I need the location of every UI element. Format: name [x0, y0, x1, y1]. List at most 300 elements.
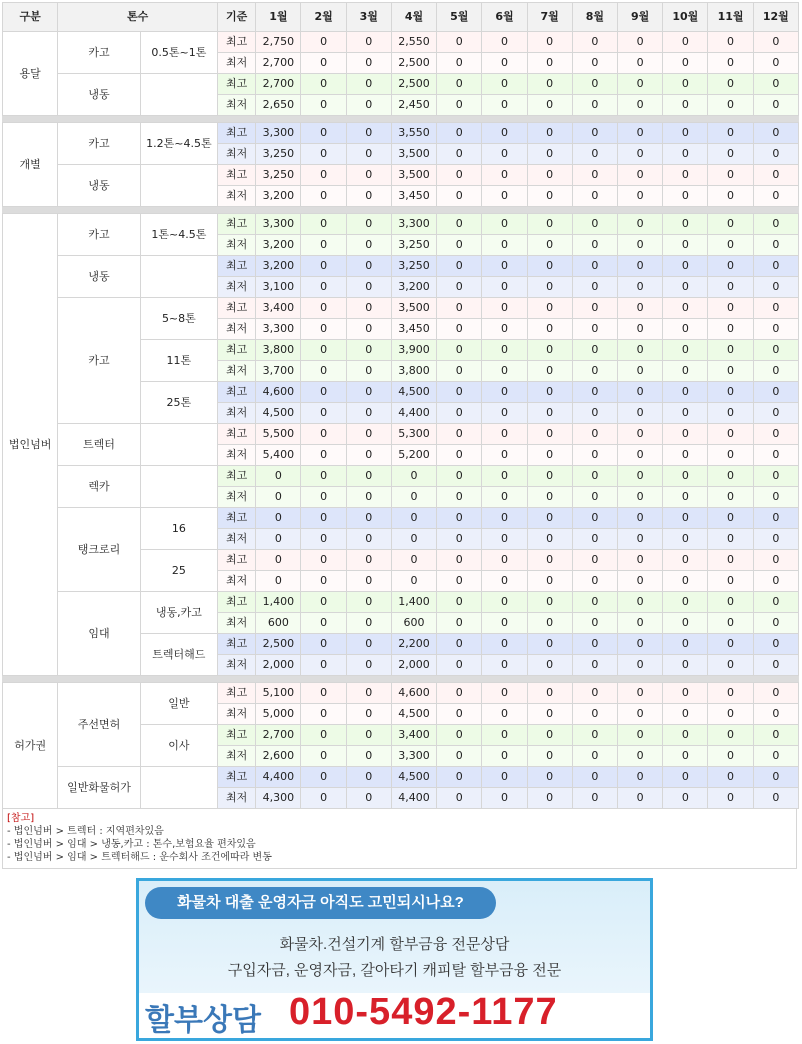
basis-min: 최저 — [218, 571, 256, 592]
price-cell: 0 — [618, 382, 663, 403]
price-cell: 0 — [708, 319, 753, 340]
price-cell: 0 — [482, 746, 527, 767]
basis-max: 최고 — [218, 550, 256, 571]
price-cell: 0 — [663, 704, 708, 725]
price-cell: 0 — [437, 235, 482, 256]
price-cell: 0 — [708, 487, 753, 508]
price-cell: 0 — [753, 74, 798, 95]
price-cell: 0 — [346, 235, 391, 256]
price-cell: 0 — [527, 382, 572, 403]
price-cell: 0 — [301, 403, 346, 424]
price-cell: 0 — [301, 186, 346, 207]
price-cell: 0 — [527, 256, 572, 277]
price-cell: 0 — [527, 592, 572, 613]
note-line: - 법인넘버 > 임대 > 냉동,카고 : 톤수,보험요율 편차있음 — [7, 839, 256, 850]
price-cell: 0 — [527, 403, 572, 424]
basis-max: 최고 — [218, 424, 256, 445]
basis-max: 최고 — [218, 165, 256, 186]
price-cell: 0 — [437, 683, 482, 704]
tonnage-value — [140, 256, 217, 298]
price-cell: 3,700 — [256, 361, 301, 382]
tonnage-value: 냉동,카고 — [140, 592, 217, 634]
price-cell: 0 — [708, 655, 753, 676]
price-cell: 0 — [708, 340, 753, 361]
ad-banner[interactable] — [136, 878, 653, 1041]
price-cell: 0 — [663, 74, 708, 95]
vehicle-type: 카고 — [58, 298, 140, 424]
price-cell: 0 — [346, 529, 391, 550]
price-cell: 0 — [301, 319, 346, 340]
price-cell: 0 — [753, 403, 798, 424]
price-cell: 0 — [708, 571, 753, 592]
price-cell: 0 — [256, 487, 301, 508]
price-cell: 0 — [527, 214, 572, 235]
price-cell: 0 — [708, 767, 753, 788]
price-cell: 0 — [482, 487, 527, 508]
price-cell: 0 — [346, 403, 391, 424]
price-cell: 5,300 — [391, 424, 436, 445]
price-cell: 0 — [572, 466, 617, 487]
price-cell: 0 — [708, 424, 753, 445]
tonnage-value: 1톤~4.5톤 — [140, 214, 217, 256]
price-cell: 0 — [346, 256, 391, 277]
price-cell: 0 — [753, 529, 798, 550]
table-row — [3, 214, 799, 235]
price-cell: 0 — [301, 298, 346, 319]
basis-min: 최저 — [218, 529, 256, 550]
price-cell: 0 — [527, 95, 572, 116]
table-row — [3, 256, 799, 277]
price-cell: 1,400 — [391, 592, 436, 613]
price-cell: 0 — [256, 529, 301, 550]
price-cell: 0 — [572, 361, 617, 382]
price-cell: 0 — [527, 683, 572, 704]
price-cell: 0 — [572, 487, 617, 508]
price-cell: 0 — [572, 704, 617, 725]
price-cell: 0 — [437, 704, 482, 725]
price-cell: 0 — [753, 655, 798, 676]
tonnage-value — [140, 165, 217, 207]
price-cell: 0 — [753, 550, 798, 571]
price-cell: 0 — [663, 95, 708, 116]
price-cell: 0 — [301, 123, 346, 144]
price-cell: 2,000 — [256, 655, 301, 676]
price-cell: 0 — [708, 403, 753, 424]
header-month: 6월 — [482, 3, 527, 32]
table-row — [3, 298, 799, 319]
price-cell: 0 — [753, 725, 798, 746]
tonnage-value: 0.5톤~1톤 — [140, 32, 217, 74]
price-cell: 3,400 — [256, 298, 301, 319]
tonnage-value — [140, 424, 217, 466]
price-cell: 0 — [437, 165, 482, 186]
price-cell: 0 — [572, 571, 617, 592]
price-cell: 0 — [437, 319, 482, 340]
tonnage-value: 25 — [140, 550, 217, 592]
price-cell: 0 — [708, 144, 753, 165]
price-cell: 0 — [437, 256, 482, 277]
price-cell: 0 — [708, 32, 753, 53]
price-cell: 0 — [572, 186, 617, 207]
price-cell: 0 — [618, 487, 663, 508]
price-cell: 0 — [663, 746, 708, 767]
price-cell: 0 — [437, 634, 482, 655]
price-cell: 0 — [527, 767, 572, 788]
banner-phone[interactable]: 010-5492-1177 — [289, 991, 558, 1033]
price-cell: 0 — [256, 508, 301, 529]
price-cell: 0 — [708, 550, 753, 571]
price-cell: 2,000 — [391, 655, 436, 676]
price-table — [2, 2, 799, 809]
price-cell: 0 — [527, 235, 572, 256]
price-cell: 0 — [708, 445, 753, 466]
price-cell: 0 — [482, 466, 527, 487]
price-cell: 0 — [437, 445, 482, 466]
group-label: 법인넘버 — [3, 214, 58, 676]
banner-line-1: 화물차.건설기계 할부금융 전문상담 — [279, 936, 510, 953]
price-cell: 0 — [708, 186, 753, 207]
header-month: 10월 — [663, 3, 708, 32]
price-cell: 3,450 — [391, 319, 436, 340]
basis-max: 최고 — [218, 508, 256, 529]
price-cell: 0 — [437, 123, 482, 144]
table-row — [3, 424, 799, 445]
banner-headline: 화물차 대출 운영자금 아직도 고민되시나요? — [145, 887, 496, 919]
price-cell: 4,400 — [391, 788, 436, 809]
price-cell: 0 — [437, 592, 482, 613]
price-cell: 0 — [437, 550, 482, 571]
price-cell: 2,700 — [256, 53, 301, 74]
price-cell: 4,500 — [391, 704, 436, 725]
price-cell: 0 — [346, 767, 391, 788]
price-cell: 0 — [482, 655, 527, 676]
price-cell: 0 — [346, 466, 391, 487]
group-label: 용달 — [3, 32, 58, 116]
vehicle-type: 탱크로리 — [58, 508, 140, 592]
price-cell: 0 — [753, 382, 798, 403]
group-separator — [3, 676, 799, 683]
price-cell: 4,400 — [391, 403, 436, 424]
note-line: - 법인넘버 > 임대 > 트렉터해드 : 운수회사 조건에따라 변동 — [7, 852, 272, 863]
price-cell: 0 — [527, 32, 572, 53]
price-cell: 0 — [663, 550, 708, 571]
price-cell: 0 — [708, 613, 753, 634]
header-month: 9월 — [618, 3, 663, 32]
price-cell: 0 — [346, 277, 391, 298]
price-cell: 600 — [391, 613, 436, 634]
price-cell: 0 — [437, 361, 482, 382]
price-cell: 0 — [301, 235, 346, 256]
price-cell: 0 — [346, 340, 391, 361]
price-cell: 0 — [482, 95, 527, 116]
price-cell: 0 — [482, 529, 527, 550]
price-cell: 0 — [482, 403, 527, 424]
price-cell: 3,800 — [391, 361, 436, 382]
price-cell: 0 — [663, 788, 708, 809]
price-cell: 0 — [663, 361, 708, 382]
price-cell: 0 — [618, 767, 663, 788]
table-row — [3, 165, 799, 186]
price-cell: 0 — [572, 165, 617, 186]
vehicle-type: 냉동 — [58, 74, 140, 116]
price-cell: 0 — [301, 165, 346, 186]
header-row — [3, 3, 799, 32]
price-cell: 4,500 — [391, 767, 436, 788]
price-cell: 0 — [527, 634, 572, 655]
price-cell: 0 — [437, 424, 482, 445]
price-cell: 0 — [301, 32, 346, 53]
price-cell: 0 — [437, 95, 482, 116]
price-cell: 2,700 — [256, 74, 301, 95]
price-cell: 0 — [437, 298, 482, 319]
price-cell: 0 — [391, 550, 436, 571]
price-cell: 0 — [708, 53, 753, 74]
price-cell: 0 — [482, 214, 527, 235]
price-sheet — [2, 2, 799, 869]
price-cell: 0 — [663, 32, 708, 53]
group-label: 개별 — [3, 123, 58, 207]
price-cell: 0 — [437, 746, 482, 767]
price-cell: 0 — [301, 424, 346, 445]
price-cell: 0 — [708, 95, 753, 116]
price-cell: 0 — [572, 424, 617, 445]
price-cell: 0 — [527, 53, 572, 74]
basis-min: 최저 — [218, 95, 256, 116]
price-cell: 0 — [663, 319, 708, 340]
price-cell: 0 — [346, 487, 391, 508]
price-cell: 0 — [391, 466, 436, 487]
price-cell: 0 — [663, 403, 708, 424]
price-cell: 3,250 — [391, 235, 436, 256]
price-cell: 0 — [391, 529, 436, 550]
price-cell: 0 — [753, 508, 798, 529]
price-cell: 0 — [437, 788, 482, 809]
price-cell: 0 — [482, 235, 527, 256]
basis-min: 최저 — [218, 403, 256, 424]
price-cell: 0 — [663, 487, 708, 508]
price-cell: 0 — [346, 592, 391, 613]
price-cell: 0 — [346, 32, 391, 53]
price-cell: 0 — [437, 655, 482, 676]
price-cell: 0 — [572, 445, 617, 466]
price-cell: 3,550 — [391, 123, 436, 144]
price-cell: 0 — [482, 144, 527, 165]
price-cell: 3,500 — [391, 165, 436, 186]
price-cell: 3,100 — [256, 277, 301, 298]
price-cell: 0 — [663, 508, 708, 529]
tonnage-value: 11톤 — [140, 340, 217, 382]
table-row — [3, 508, 799, 529]
price-cell: 0 — [301, 214, 346, 235]
price-cell: 3,800 — [256, 340, 301, 361]
price-cell: 0 — [618, 403, 663, 424]
price-cell: 0 — [437, 32, 482, 53]
vehicle-type: 주선면허 — [58, 683, 140, 767]
price-cell: 0 — [663, 571, 708, 592]
price-cell: 0 — [708, 256, 753, 277]
price-cell: 0 — [708, 165, 753, 186]
vehicle-type: 일반화물허가 — [58, 767, 140, 809]
price-cell: 0 — [437, 725, 482, 746]
notes-title: [참고] — [7, 813, 35, 824]
price-cell: 0 — [346, 704, 391, 725]
price-cell: 0 — [482, 123, 527, 144]
price-cell: 0 — [301, 529, 346, 550]
price-cell: 0 — [753, 683, 798, 704]
price-cell: 0 — [527, 74, 572, 95]
price-cell: 5,000 — [256, 704, 301, 725]
price-cell: 0 — [663, 613, 708, 634]
price-cell: 0 — [346, 613, 391, 634]
price-cell: 0 — [618, 466, 663, 487]
tonnage-value: 25톤 — [140, 382, 217, 424]
basis-min: 최저 — [218, 788, 256, 809]
price-cell: 0 — [437, 186, 482, 207]
price-cell: 0 — [618, 725, 663, 746]
price-cell: 0 — [437, 613, 482, 634]
price-cell: 0 — [301, 550, 346, 571]
price-cell: 0 — [482, 382, 527, 403]
price-cell: 0 — [346, 746, 391, 767]
basis-min: 최저 — [218, 319, 256, 340]
price-cell: 0 — [346, 95, 391, 116]
basis-min: 최저 — [218, 445, 256, 466]
price-cell: 0 — [437, 403, 482, 424]
price-cell: 0 — [346, 319, 391, 340]
price-cell: 0 — [708, 592, 753, 613]
price-cell: 0 — [301, 704, 346, 725]
price-cell: 0 — [301, 466, 346, 487]
price-cell: 0 — [663, 592, 708, 613]
price-cell: 0 — [301, 683, 346, 704]
tonnage-value: 1.2톤~4.5톤 — [140, 123, 217, 165]
price-cell: 0 — [301, 571, 346, 592]
price-cell: 0 — [527, 655, 572, 676]
basis-max: 최고 — [218, 592, 256, 613]
price-cell: 0 — [753, 95, 798, 116]
price-cell: 0 — [663, 144, 708, 165]
price-cell: 0 — [618, 529, 663, 550]
price-cell: 3,250 — [256, 144, 301, 165]
price-cell: 0 — [708, 788, 753, 809]
price-cell: 0 — [346, 683, 391, 704]
basis-max: 최고 — [218, 256, 256, 277]
price-cell: 0 — [753, 340, 798, 361]
price-cell: 0 — [618, 256, 663, 277]
table-row — [3, 683, 799, 704]
basis-max: 최고 — [218, 466, 256, 487]
price-cell: 0 — [346, 550, 391, 571]
price-cell: 0 — [572, 214, 617, 235]
basis-min: 최저 — [218, 186, 256, 207]
price-cell: 0 — [708, 214, 753, 235]
price-cell: 0 — [753, 466, 798, 487]
price-cell: 0 — [618, 74, 663, 95]
basis-min: 최저 — [218, 487, 256, 508]
tonnage-value — [140, 466, 217, 508]
price-cell: 0 — [346, 634, 391, 655]
price-cell: 0 — [301, 445, 346, 466]
price-cell: 0 — [618, 550, 663, 571]
price-cell: 3,250 — [256, 165, 301, 186]
price-cell: 0 — [618, 424, 663, 445]
price-cell: 0 — [346, 508, 391, 529]
price-cell: 0 — [527, 277, 572, 298]
price-cell: 0 — [753, 767, 798, 788]
price-cell: 0 — [482, 634, 527, 655]
price-cell: 0 — [527, 445, 572, 466]
price-cell: 0 — [482, 445, 527, 466]
price-cell: 0 — [301, 277, 346, 298]
basis-max: 최고 — [218, 298, 256, 319]
price-cell: 0 — [346, 655, 391, 676]
price-cell: 0 — [301, 340, 346, 361]
vehicle-type: 트렉터 — [58, 424, 140, 466]
price-cell: 2,500 — [256, 634, 301, 655]
price-cell: 0 — [346, 445, 391, 466]
price-cell: 0 — [618, 144, 663, 165]
tonnage-value: 16 — [140, 508, 217, 550]
price-cell: 0 — [572, 550, 617, 571]
price-cell: 0 — [708, 277, 753, 298]
price-cell: 0 — [437, 529, 482, 550]
price-cell: 0 — [346, 214, 391, 235]
price-cell: 0 — [572, 340, 617, 361]
price-cell: 0 — [391, 487, 436, 508]
price-cell: 0 — [437, 74, 482, 95]
price-cell: 0 — [391, 508, 436, 529]
price-cell: 0 — [482, 298, 527, 319]
price-cell: 0 — [663, 767, 708, 788]
basis-max: 최고 — [218, 32, 256, 53]
price-cell: 0 — [482, 704, 527, 725]
price-cell: 0 — [301, 508, 346, 529]
price-cell: 0 — [618, 235, 663, 256]
price-cell: 0 — [301, 634, 346, 655]
price-cell: 0 — [482, 788, 527, 809]
header-month: 7월 — [527, 3, 572, 32]
price-cell: 0 — [663, 214, 708, 235]
price-cell: 0 — [527, 144, 572, 165]
price-cell: 0 — [527, 487, 572, 508]
price-cell: 0 — [346, 788, 391, 809]
price-cell: 0 — [663, 445, 708, 466]
price-cell: 0 — [482, 32, 527, 53]
price-cell: 0 — [618, 704, 663, 725]
price-cell: 0 — [527, 319, 572, 340]
price-cell: 0 — [527, 746, 572, 767]
price-cell: 3,500 — [391, 144, 436, 165]
price-cell: 2,650 — [256, 95, 301, 116]
price-cell: 600 — [256, 613, 301, 634]
basis-max: 최고 — [218, 725, 256, 746]
basis-min: 최저 — [218, 277, 256, 298]
price-cell: 0 — [301, 53, 346, 74]
price-cell: 0 — [663, 165, 708, 186]
price-cell: 0 — [572, 508, 617, 529]
price-cell: 0 — [572, 683, 617, 704]
tonnage-value: 트렉터해드 — [140, 634, 217, 676]
tonnage-value — [140, 767, 217, 809]
price-cell: 2,500 — [391, 74, 436, 95]
price-cell: 0 — [753, 788, 798, 809]
price-cell: 0 — [708, 298, 753, 319]
price-cell: 0 — [301, 767, 346, 788]
price-cell: 0 — [346, 298, 391, 319]
price-cell: 0 — [527, 529, 572, 550]
price-cell: 0 — [708, 382, 753, 403]
price-cell: 0 — [572, 53, 617, 74]
